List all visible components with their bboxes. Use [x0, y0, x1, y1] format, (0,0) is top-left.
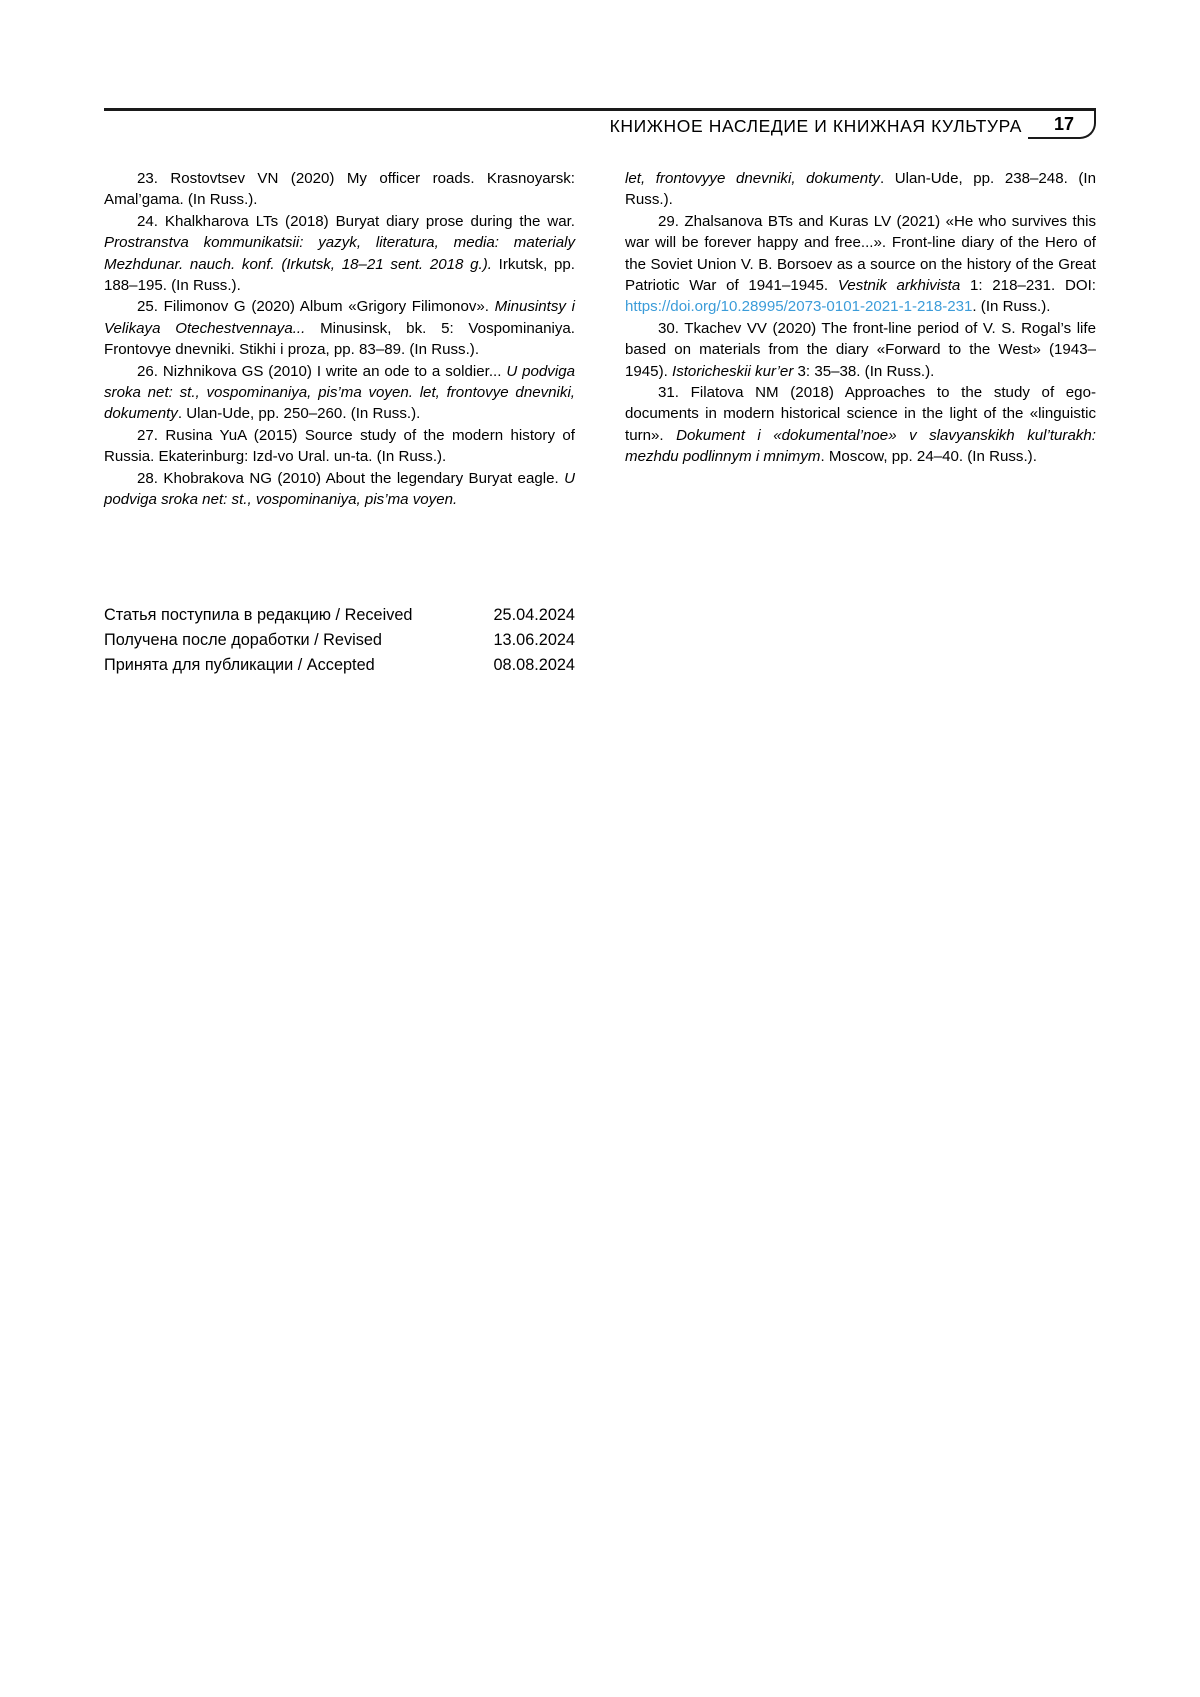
submission-dates	[104, 603, 575, 678]
reference-source-title: Prostranstva kommunikatsii: yazyk, literatura, media: materialy Mezhdunar. nauch. konf. (Irkutsk, 18–21 sent. 2018 g.).	[104, 234, 575, 273]
reference-text: . (In Russ.).	[972, 298, 1051, 316]
reference-column-left	[104, 168, 575, 511]
date-value: 08.08.2024	[493, 656, 575, 674]
date-label: Принята для публикации / Accepted	[104, 656, 375, 674]
reference-columns	[104, 168, 1096, 511]
date-label: Статья поступила в редакцию / Received	[104, 606, 413, 624]
reference-text: 26. Nizhnikova GS (2010) I write an ode to a soldier...	[137, 362, 507, 380]
reference-source-title: Minusintsy i Velikaya Otechestvennaya...	[104, 298, 575, 337]
reference-text: Minusinsk, bk. 5: Vospominaniya. Frontovye dnevniki. Stikhi i proza, pp. 83–89. (In Russ.).	[104, 319, 575, 359]
page-number: 17	[1053, 114, 1074, 134]
reference-text: 30. Tkachev VV (2020) The front-line period of V. S. Rogal’s life based on materials from the diary «Forward to the West» (1943–1945).	[625, 319, 1096, 380]
reference-text: 29. Zhalsanova BTs and Kuras LV (2021) «He who survives this war will be forever happy and free...». Front-line diary of the Hero of the Soviet Union V. B. Borsoev as a source on the history of the Great Patriotic War of 1941–1945.	[625, 212, 1096, 295]
reference-text: 1: 218–231. DOI:	[960, 277, 1096, 295]
date-label: Получена после доработки / Revised	[104, 631, 382, 649]
reference-text: 31. Filatova NM (2018) Approaches to the study of ego-documents in modern historical science in the light of the «linguistic turn».	[625, 384, 1096, 444]
date-row	[104, 628, 575, 653]
reference-text: 3: 35–38. (In Russ.).	[793, 362, 935, 380]
date-value: 25.04.2024	[493, 606, 575, 624]
reference-source-title: Dokument i «dokumental’noe» v slavyanskikh kul’turakh: mezhdu podlinnym i mnimym	[625, 426, 1096, 466]
reference-text: . Ulan-Ude, pp. 238–248. (In Russ.).	[625, 170, 1096, 209]
date-row	[104, 653, 575, 678]
reference-entry	[104, 361, 575, 425]
reference-text: . Moscow, pp. 24–40. (In Russ.).	[820, 448, 1037, 466]
reference-text: 27. Rusina YuA (2015) Source study of the modern history of Russia. Ekaterinburg: Izd-vo Ural. un-ta. (In Russ.).	[104, 426, 575, 466]
reference-text: 24. Khalkharova LTs (2018) Buryat diary prose during the war.	[137, 212, 575, 230]
date-value: 13.06.2024	[493, 631, 575, 649]
reference-text: Irkutsk, pp. 188–195. (In Russ.).	[104, 255, 575, 295]
reference-source-title: U podviga sroka net: st., vospominaniya, pis’ma voyen. let, frontovye dnevniki, dokumenty	[104, 362, 575, 423]
reference-source-title: U podviga sroka net: st., vospominaniya, pis’ma voyen.	[104, 469, 575, 509]
page-header	[104, 108, 1096, 142]
reference-text: 23. Rostovtsev VN (2020) My officer roads. Krasnoyarsk: Amal’gama. (In Russ.).	[104, 170, 575, 209]
reference-entry	[104, 211, 575, 297]
reference-source-title: Vestnik arkhivista	[837, 277, 961, 295]
reference-entry	[104, 168, 575, 211]
reference-entry	[625, 168, 1096, 211]
reference-entry	[625, 211, 1096, 318]
reference-source-title: Istoricheskii kur’er	[672, 362, 794, 380]
date-row	[104, 603, 575, 628]
reference-entry	[104, 468, 575, 511]
reference-text: 28. Khobrakova NG (2010) About the legendary Buryat eagle.	[137, 469, 565, 487]
reference-entry	[104, 425, 575, 468]
reference-entry	[104, 296, 575, 360]
reference-entry	[625, 318, 1096, 382]
running-head-title: КНИЖНОЕ НАСЛЕДИЕ И КНИЖНАЯ КУЛЬТУРА	[609, 116, 1022, 136]
doi-link[interactable]: https://doi.org/10.28995/2073-0101-2021-1-218-231	[625, 298, 973, 316]
reference-text: 25. Filimonov G (2020) Album «Grigory Filimonov».	[137, 298, 495, 316]
reference-column-right	[625, 168, 1096, 511]
reference-source-title: let, frontovyye dnevniki, dokumenty	[625, 170, 880, 187]
reference-text: . Ulan-Ude, pp. 250–260. (In Russ.).	[177, 405, 421, 423]
reference-entry	[625, 382, 1096, 468]
header-rule	[104, 108, 1096, 111]
